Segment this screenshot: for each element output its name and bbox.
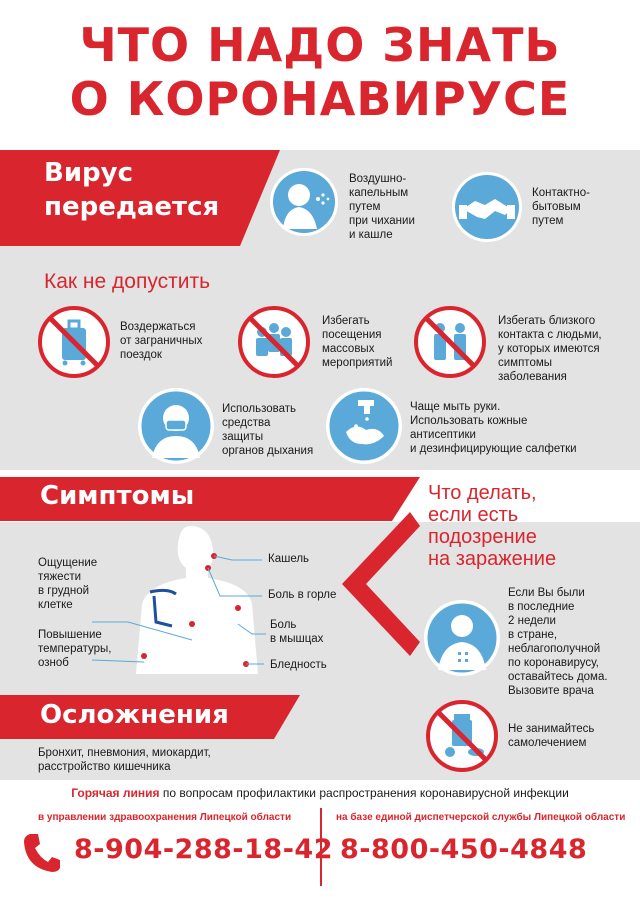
no-contact-sick-icon — [414, 306, 486, 378]
suspicion-heading-line: если есть — [428, 504, 519, 526]
title-line-1: ЧТО НАДО ЗНАТЬ — [79, 18, 561, 72]
prevention-line: и дезинфицирующие салфетки — [410, 443, 577, 455]
advice-line: Вызовите врача — [508, 685, 594, 697]
prevention-line: поездок — [120, 349, 162, 361]
prevention-line: Избегать близкого — [498, 315, 596, 327]
prevention-line: массовых — [322, 343, 375, 355]
airborne-line: Воздушно- — [349, 173, 407, 185]
airborne-line: и кашле — [349, 229, 393, 241]
advice-line: Если Вы были — [508, 587, 585, 599]
symptom-line: в мышцах — [270, 633, 324, 645]
suspicion-advice — [508, 586, 608, 698]
complications-heading: Осложнения — [40, 700, 229, 730]
complications-line: Бронхит, пневмония, миокардит, — [38, 747, 211, 759]
advice-line: в стране, — [508, 629, 558, 641]
prevention-item-1-text — [120, 320, 202, 362]
symptom-line: Повышение — [38, 629, 102, 641]
no-travel-icon — [38, 306, 110, 378]
prevention-line: контакта с людьми, — [498, 329, 602, 341]
transmission-heading-line1: Вирус — [44, 158, 134, 188]
symptom-line: тяжести — [38, 571, 82, 583]
hotline-label: Горячая линия — [71, 786, 160, 800]
transmission-heading — [44, 156, 219, 224]
prevention-item-2-text — [322, 314, 392, 370]
advice-line: неблагополучной — [508, 643, 601, 655]
prevention-line: от заграничных — [120, 335, 203, 347]
prevention-line: у которых имеются — [498, 343, 600, 355]
symptom-pallor: Бледность — [270, 659, 327, 671]
symptom-fever — [38, 628, 111, 670]
symptom-muscle-pain — [270, 618, 323, 646]
hotline-phone-1[interactable]: 8-904-288-18-42 — [74, 834, 333, 865]
hotline-banner — [0, 786, 640, 800]
symptoms-heading: Симптомы — [40, 481, 195, 511]
prevention-line: Воздержаться — [120, 321, 196, 333]
handwash-icon — [326, 388, 402, 464]
prevention-line: защиты — [222, 431, 264, 443]
suspicion-heading-line: Что делать, — [428, 482, 537, 504]
suspicion-heading — [428, 482, 556, 570]
contact-line: бытовым — [532, 201, 581, 213]
symptom-chest — [38, 556, 97, 612]
chevron-left-icon — [336, 508, 420, 658]
symptom-line: Ощущение — [38, 557, 98, 569]
prevention-line: посещения — [322, 329, 382, 341]
airborne-line: путем — [349, 201, 381, 213]
prevention-line: мероприятий — [322, 357, 393, 369]
prevention-line: симптомы — [498, 357, 553, 369]
prevention-line: Использовать кожные — [410, 415, 528, 427]
hotline-left-caption: в управлении здравоохранения Липецкой области — [38, 812, 292, 823]
prevention-line: Избегать — [322, 315, 370, 327]
title-line-2: О КОРОНАВИРУСЕ — [69, 72, 571, 126]
prevention-item-5-text — [410, 400, 577, 456]
prevention-item-3-text — [498, 314, 602, 384]
doctor-icon — [424, 600, 500, 676]
contact-text — [532, 186, 590, 228]
prevention-line: Чаще мыть руки. — [410, 401, 501, 413]
prevention-line: средства — [222, 417, 271, 429]
advice-line: Не занимайтесь — [508, 723, 595, 735]
handshake-icon — [452, 172, 522, 242]
prevention-line: заболевания — [498, 371, 567, 383]
complications-text — [38, 746, 211, 774]
symptom-line: озноб — [38, 657, 69, 669]
suspicion-heading-line: подозрение — [428, 526, 537, 548]
hotline-description: по вопросам профилактики распространения коронавирусной инфекции — [159, 786, 569, 800]
advice-line: в последние — [508, 601, 575, 613]
symptom-line: клетке — [38, 599, 73, 611]
mask-icon — [138, 388, 214, 464]
advice-line: самолечением — [508, 737, 587, 749]
sneeze-icon — [270, 168, 338, 236]
prevention-line: антисептики — [410, 429, 476, 441]
prevention-item-4-text — [222, 402, 313, 458]
hotline-phone-2[interactable]: 8-800-450-4848 — [340, 834, 588, 865]
phone-icon — [22, 832, 62, 872]
prevention-line: органов дыхания — [222, 445, 314, 457]
airborne-text — [349, 172, 415, 242]
no-self-medication-text — [508, 722, 594, 750]
symptom-cough: Кашель — [268, 553, 310, 565]
contact-line: путем — [532, 215, 564, 227]
advice-line: по коронавирусу, — [508, 657, 599, 669]
symptom-line: температуры, — [38, 643, 112, 655]
suspicion-heading-line: на заражение — [428, 548, 557, 570]
prevention-line: Использовать — [222, 403, 297, 415]
advice-line: 2 недели — [508, 615, 556, 627]
complications-line: расстройство кишечника — [38, 761, 171, 773]
hotline-right-caption: на базе единой диспетчерской службы Липецкой области — [336, 812, 626, 823]
symptom-sore-throat: Боль в горле — [268, 589, 337, 601]
no-crowd-icon — [238, 306, 310, 378]
contact-line: Контактно- — [532, 187, 590, 199]
airborne-line: капельным — [349, 187, 409, 199]
advice-line: оставайтесь дома. — [508, 671, 608, 683]
transmission-heading-line2: передается — [44, 192, 220, 222]
no-self-medication-icon — [426, 700, 498, 772]
prevention-heading: Как не допустить — [44, 270, 211, 293]
symptom-line: Боль — [270, 619, 297, 631]
airborne-line: при чихании — [349, 215, 415, 227]
symptom-line: в грудной — [38, 585, 90, 597]
